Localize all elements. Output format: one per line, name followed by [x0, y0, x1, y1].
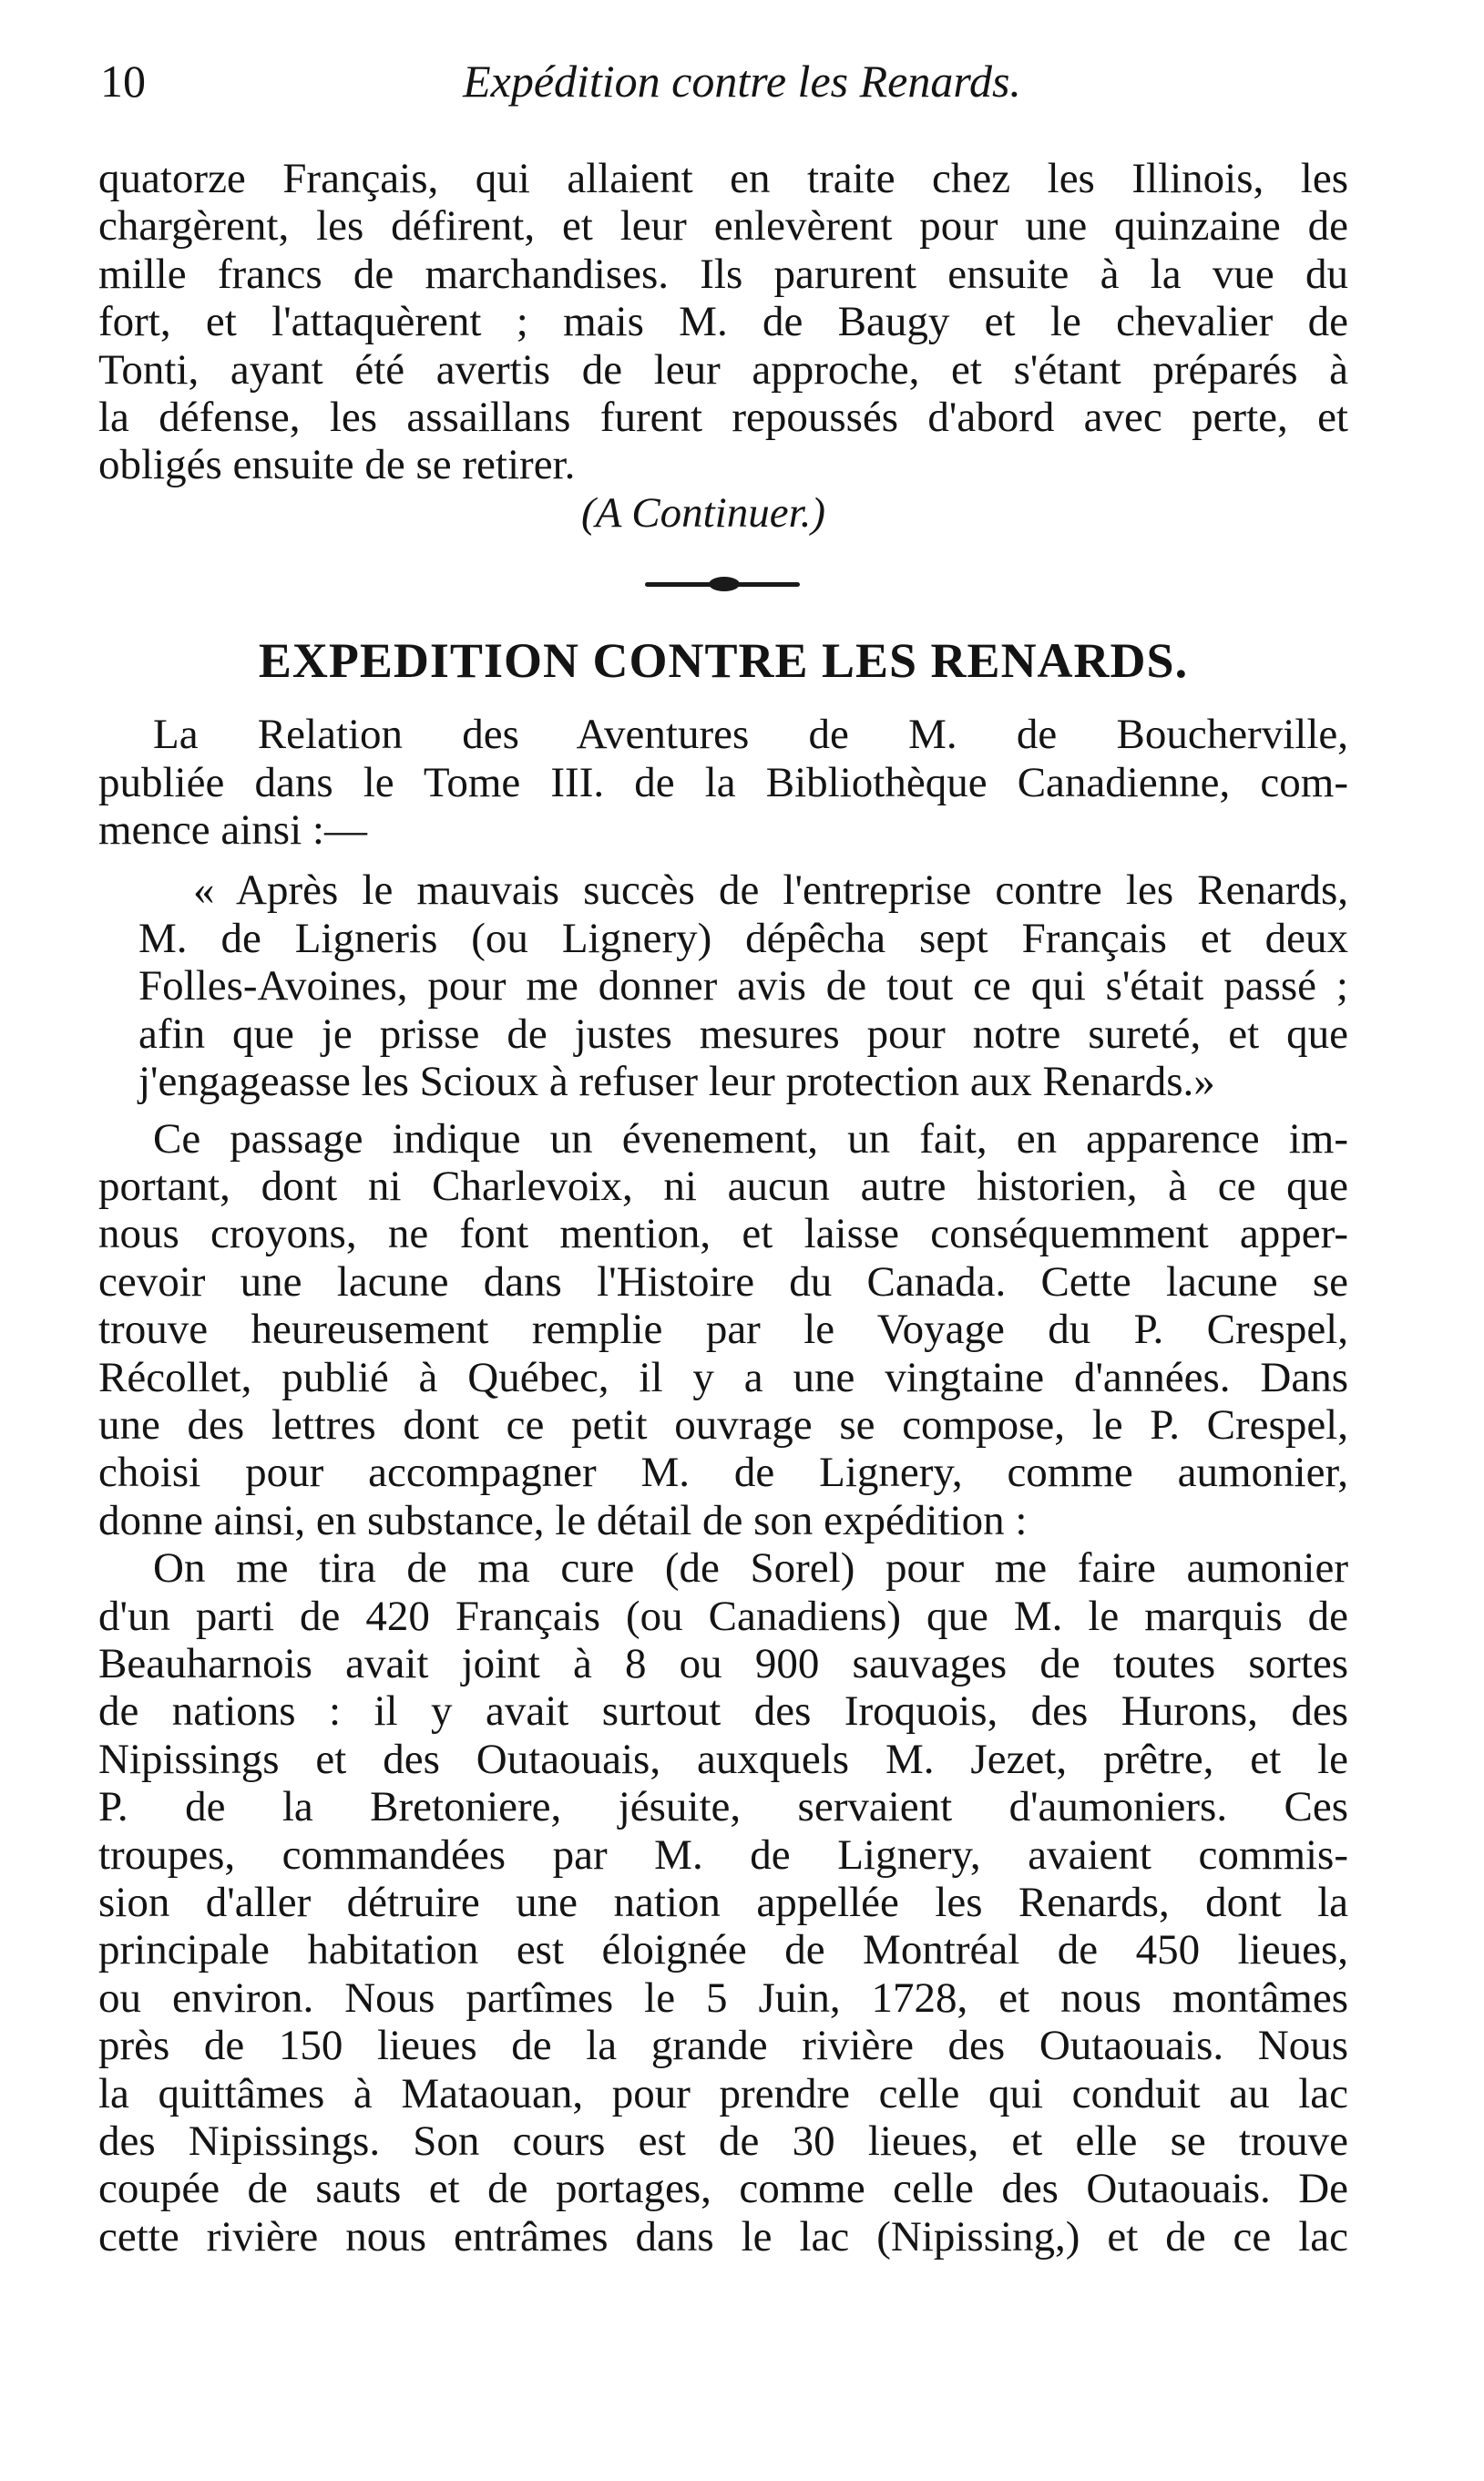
divider-ornament — [709, 577, 740, 591]
text-line: Ce passage indique un évenement, un fait, en apparence im- — [153, 1114, 1348, 1163]
text-line: publiée dans le Tome III. de la Bibliothèque Canadienne, com- — [98, 758, 1348, 806]
text-line: coupée de sauts et de portages, comme celle des Outaouais. De — [98, 2165, 1348, 2213]
text-line: trouve heureusement remplie par le Voyage du P. Crespel, — [98, 1306, 1348, 1354]
text-line: choisi pour accompagner M. de Lignery, comme aumonier, — [98, 1449, 1348, 1497]
text-line: cette rivière nous entrâmes dans le lac (Nipissing,) et de ce lac — [98, 2212, 1348, 2261]
text-line: donne ainsi, en substance, le détail de son expédition : — [98, 1496, 1028, 1544]
text-line: quatorze Français, qui allaient en traite chez les Illinois, les — [98, 155, 1348, 202]
text-line: Nipissings et des Outaouais, auxquels M. Jezet, prêtre, et le — [98, 1735, 1348, 1783]
commentary-paragraph — [98, 1115, 1348, 1545]
text-line: fort, et l'attaquèrent ; mais M. de Baugy et le chevalier de — [98, 298, 1348, 346]
text-line: chargèrent, les défirent, et leur enlevèrent pour une quinzaine de — [98, 202, 1348, 251]
text-line: « Après le mauvais succès de l'entreprise contre les Renards, — [193, 866, 1348, 915]
text-line: obligés ensuite de se retirer. — [98, 441, 576, 489]
article-title: EXPEDITION CONTRE LES RENARDS. — [258, 633, 1189, 689]
text-line: On me tira de ma cure (de Sorel) pour me faire aumonier — [153, 1544, 1348, 1593]
text-line: j'engageasse les Scioux à refuser leur protection aux Renards.» — [138, 1058, 1215, 1106]
text-line: la quittâmes à Mataouan, pour prendre celle qui conduit au lac — [98, 2069, 1348, 2117]
text-line: près de 150 lieues de la grande rivière des Outaouais. Nous — [98, 2022, 1348, 2070]
text-line: mence ainsi :— — [98, 806, 367, 855]
text-line: principale habitation est éloignée de Montréal de 450 lieues, — [98, 1926, 1348, 1974]
continuer-note: (A Continuer.) — [581, 488, 826, 537]
section-divider — [98, 537, 1348, 623]
continued-paragraph — [98, 155, 1348, 489]
running-title: Expédition contre les Renards. — [463, 56, 1021, 107]
spacer — [98, 854, 1348, 866]
text-line: Tonti, ayant été avertis de leur approche, et s'étant préparés à — [98, 345, 1348, 394]
text-line: Récollet, publié à Québec, il y a une vingtaine d'années. Dans — [98, 1353, 1348, 1401]
page-header — [100, 55, 1384, 118]
text-line: troupes, commandées par M. de Lignery, avaient commis- — [98, 1830, 1348, 1879]
text-line: La Relation des Aventures de M. de Boucherville, — [153, 711, 1348, 759]
page-body — [98, 155, 1348, 2261]
narrative-paragraph — [98, 1544, 1348, 2261]
text-line: Folles-Avoines, pour me donner avis de tout ce qui s'était passé ; — [138, 962, 1348, 1010]
text-line: cevoir une lacune dans l'Histoire du Canada. Cette lacune se — [98, 1257, 1348, 1306]
block-quote — [98, 866, 1348, 1105]
text-line: la défense, les assaillans furent repoussés d'abord avec perte, et — [98, 394, 1348, 442]
text-line: sion d'aller détruire une nation appellée les Renards, dont la — [98, 1879, 1348, 1926]
text-line: d'un parti de 420 Français (ou Canadiens) que M. le marquis de — [98, 1592, 1348, 1640]
text-line: des Nipissings. Son cours est de 30 lieues, et elle se trouve — [98, 2117, 1348, 2166]
text-line: P. de la Bretoniere, jésuite, servaient d'aumoniers. Ces — [98, 1783, 1348, 1831]
text-line: portant, dont ni Charlevoix, ni aucun autre historien, à ce que — [98, 1162, 1348, 1210]
intro-paragraph — [98, 711, 1348, 854]
spacer — [98, 1106, 1348, 1115]
text-line: de nations : il y avait surtout des Iroquois, des Hurons, des — [98, 1687, 1348, 1736]
text-line: une des lettres dont ce petit ouvrage se compose, le P. Crespel, — [98, 1400, 1348, 1449]
page-number: 10 — [100, 56, 146, 107]
text-line: afin que je prisse de justes mesures pour notre sureté, et que — [138, 1010, 1348, 1058]
text-line: M. de Ligneris (ou Lignery) dépêcha sept Français et deux — [138, 914, 1348, 962]
text-line: mille francs de marchandises. Ils parurent ensuite à la vue du — [98, 250, 1348, 298]
text-line: Beauharnois avait joint à 8 ou 900 sauvages de toutes sortes — [98, 1639, 1348, 1687]
text-line: nous croyons, ne font mention, et laisse conséquemment apper- — [98, 1210, 1348, 1258]
text-line: ou environ. Nous partîmes le 5 Juin, 1728, et nous montâmes — [98, 1974, 1348, 2022]
